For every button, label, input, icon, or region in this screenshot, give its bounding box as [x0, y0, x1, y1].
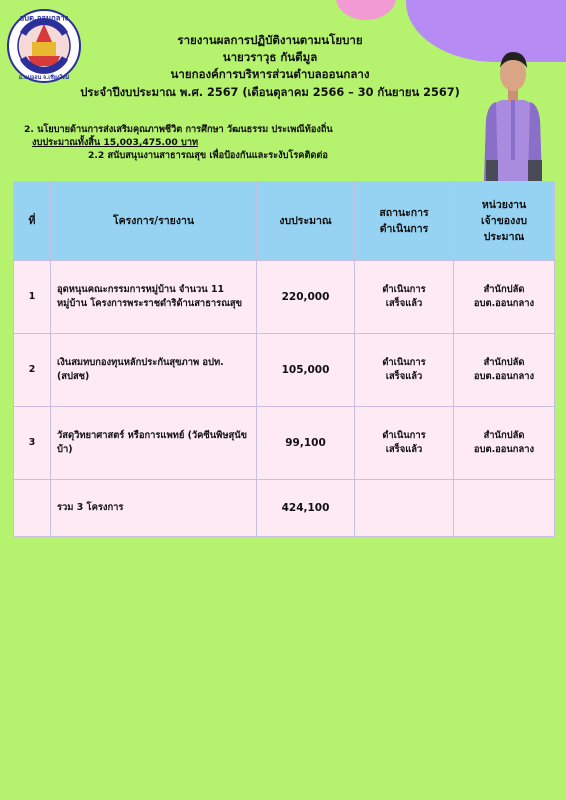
total-empty-cell	[454, 480, 555, 537]
row-status: ดำเนินการ เสร็จแล้ว	[355, 407, 454, 480]
row-owner: สำนักปลัด อบต.ออนกลาง	[454, 334, 555, 407]
row-no: 2	[14, 334, 51, 407]
table-header-row	[14, 182, 555, 261]
total-value: 424,100	[257, 480, 355, 537]
total-empty-cell	[14, 480, 51, 537]
header-line-4: ประจำปีงบประมาณ พ.ศ. 2567 (เดือนตุลาคม 2566 – 30 กันยายน 2567)	[80, 86, 460, 99]
decor-pink-blob	[336, 0, 396, 20]
row-owner: สำนักปลัด อบต.ออนกลาง	[454, 261, 555, 334]
report-header	[70, 32, 470, 101]
policy-budget: งบประมาณทั้งสิ้น 15,003,475.00 บาท	[32, 137, 199, 148]
row-owner: สำนักปลัด อบต.ออนกลาง	[454, 407, 555, 480]
row-project: เงินสมทบกองทุนหลักประกันสุขภาพ อปท. (สปสช)	[51, 334, 257, 407]
header-line-3: นายกองค์การบริหารส่วนตำบลออนกลาง	[170, 67, 370, 81]
row-status: ดำเนินการ เสร็จแล้ว	[355, 261, 454, 334]
policy-title: 2. นโยบายด้านการส่งเสริมคุณภาพชีวิต การศึกษา วัฒนธรรม ประเพณีท้องถิ่น	[24, 124, 333, 135]
table-row	[14, 334, 555, 407]
policy-subtitle: 2.2 สนับสนุนงานสาธารณสุข เพื่อป้องกันและระงับโรคติดต่อ	[88, 150, 328, 161]
row-no: 3	[14, 407, 51, 480]
row-status: ดำเนินการ เสร็จแล้ว	[355, 334, 454, 407]
table-total-row	[14, 480, 555, 537]
row-budget: 105,000	[257, 334, 355, 407]
row-budget: 99,100	[257, 407, 355, 480]
seal-bottom-text: อ.แม่ออน จ.เชียงใหม่	[18, 75, 70, 81]
header-line-1: รายงานผลการปฏิบัติงานตามนโยบาย	[177, 33, 363, 47]
header-owner: หน่วยงาน เจ้าของงบ ประมาณ	[454, 182, 555, 261]
header-status: สถานะการ ดำเนินการ	[355, 182, 454, 261]
seal-top-text: อบต.ออนกลาง	[19, 13, 69, 23]
header-project: โครงการ/รายงาน	[51, 182, 257, 261]
header-budget: งบประมาณ	[257, 182, 355, 261]
row-project: อุดหนุนคณะกรรมการหมู่บ้าน จำนวน 11 หมู่บ้าน โครงการพระราชดำริด้านสาธารณสุข	[51, 261, 257, 334]
total-empty-cell	[355, 480, 454, 537]
row-budget: 220,000	[257, 261, 355, 334]
total-label: รวม 3 โครงการ	[51, 480, 257, 537]
header-no: ที่	[14, 182, 51, 261]
row-project: วัสดุวิทยาศาสตร์ หรือการแพทย์ (วัคซีนพิษสุนัขบ้า)	[51, 407, 257, 480]
mayor-portrait	[478, 40, 548, 182]
table-row	[14, 261, 555, 334]
table-row	[14, 407, 555, 480]
row-no: 1	[14, 261, 51, 334]
policy-section	[24, 123, 333, 162]
header-line-2: นายวราวุธ กันตีมูล	[222, 50, 318, 64]
project-table	[13, 181, 555, 537]
